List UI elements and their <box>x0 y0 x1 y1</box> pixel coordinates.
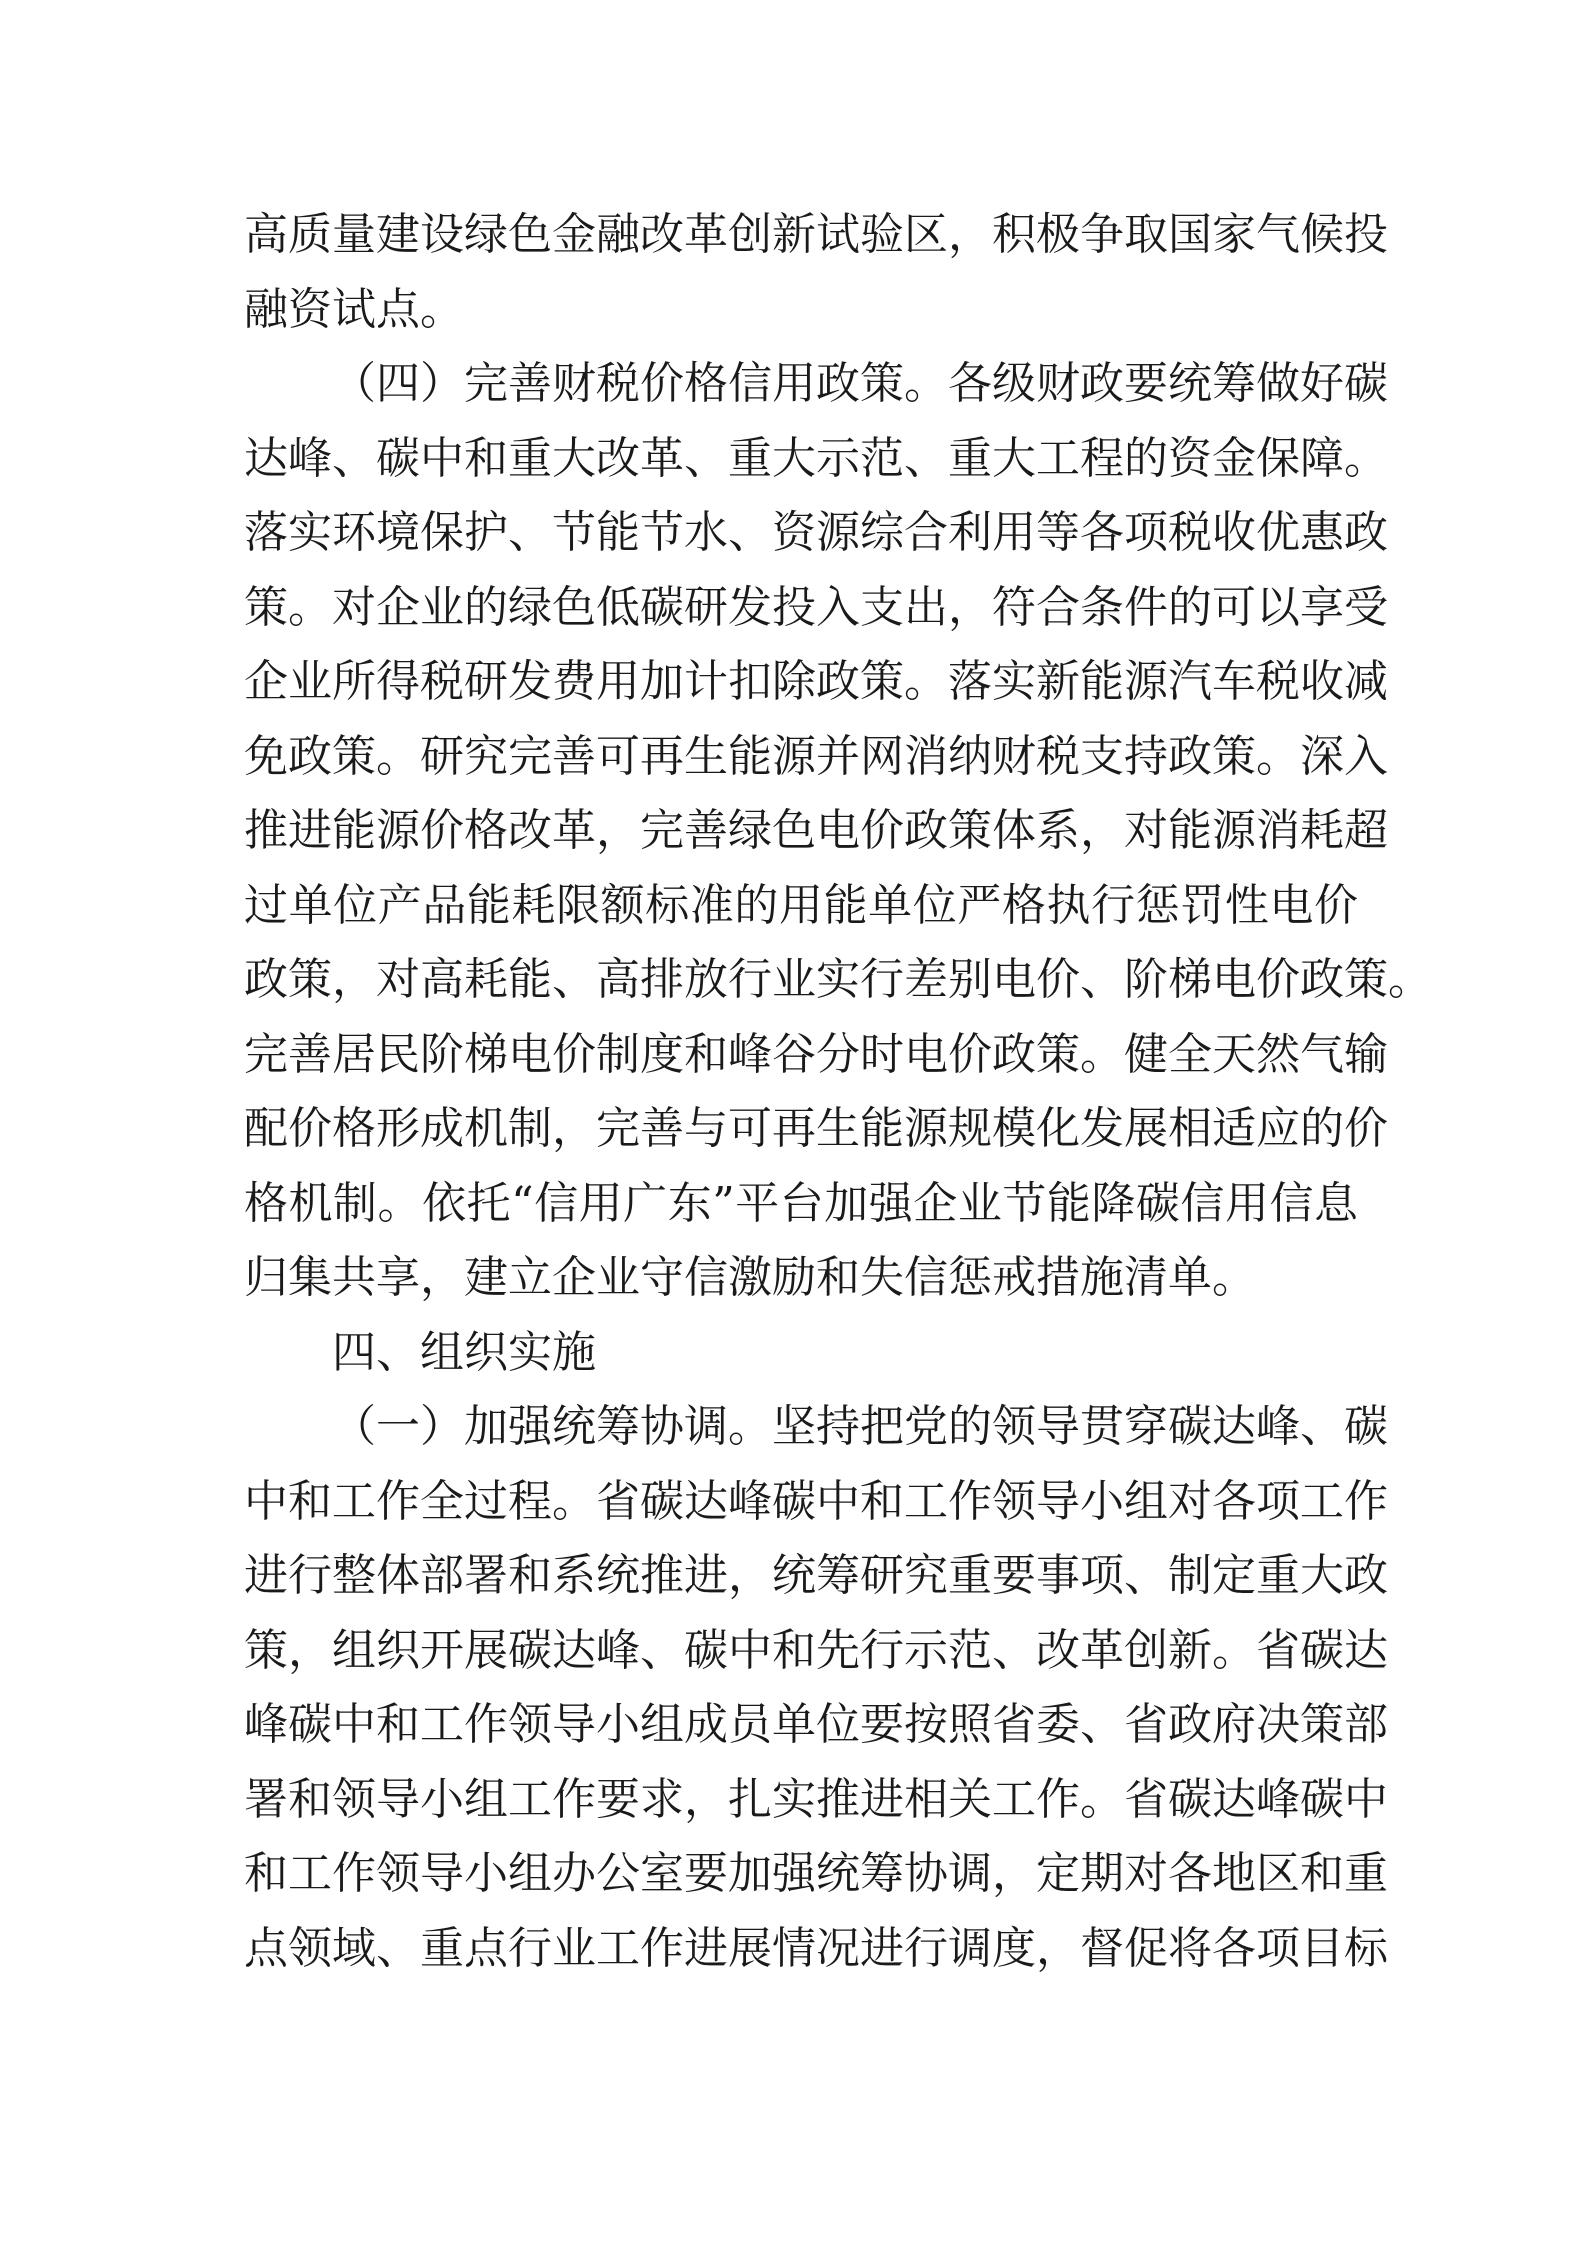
text-line: 配价格形成机制，完善与可再生能源规模化发展相适应的价 <box>244 1103 1388 1154</box>
text-line: 企业所得税研发费用加计扣除政策。落实新能源汽车税收减 <box>244 656 1388 707</box>
text-line: 政策，对高耗能、高排放行业实行差别电价、阶梯电价政策。 <box>244 954 1432 1005</box>
text-line: 进行整体部署和系统推进，统筹研究重要事项、制定重大政 <box>244 1550 1388 1601</box>
section-heading: 四、组织实施 <box>332 1326 596 1378</box>
text-line: 中和工作全过程。省碳达峰碳中和工作领导小组对各项工作 <box>244 1475 1388 1527</box>
text-line: 格机制。依托“信用广东”平台加强企业节能降碳信用信息 <box>244 1177 1358 1229</box>
text-line: （四）完善财税价格信用政策。各级财政要统筹做好碳 <box>332 358 1388 409</box>
text-line: 完善居民阶梯电价制度和峰谷分时电价政策。健全天然气输 <box>244 1028 1388 1080</box>
text-line: 高质量建设绿色金融改革创新试验区，积极争取国家气候投 <box>244 209 1388 260</box>
text-line: 归集共享，建立企业守信激励和失信惩戒措施清单。 <box>244 1252 1256 1303</box>
text-line: 策，组织开展碳达峰、碳中和先行示范、改革创新。省碳达 <box>244 1624 1388 1676</box>
text-line: 落实环境保护、节能节水、资源综合利用等各项税收优惠政 <box>244 507 1388 558</box>
text-line: 达峰、碳中和重大改革、重大示范、重大工程的资金保障。 <box>244 432 1388 484</box>
text-line: 和工作领导小组办公室要加强统筹协调，定期对各地区和重 <box>244 1848 1388 1899</box>
text-line: 免政策。研究完善可再生能源并网消纳财税支持政策。深入 <box>244 730 1388 782</box>
text-line: 推进能源价格改革，完善绿色电价政策体系，对能源消耗超 <box>244 805 1388 856</box>
text-line: 策。对企业的绿色低碳研发投入支出，符合条件的可以享受 <box>244 581 1388 633</box>
text-line: （一）加强统筹协调。坚持把党的领导贯穿碳达峰、碳 <box>332 1401 1388 1452</box>
text-line: 过单位产品能耗限额标准的用能单位严格执行惩罚性电价 <box>244 879 1358 931</box>
text-line: 融资试点。 <box>244 283 464 335</box>
text-line: 署和领导小组工作要求，扎实推进相关工作。省碳达峰碳中 <box>244 1773 1388 1825</box>
body-text <box>244 198 1432 1986</box>
text-line: 点领域、重点行业工作进展情况进行调度，督促将各项目标 <box>244 1922 1388 1974</box>
text-line: 峰碳中和工作领导小组成员单位要按照省委、省政府决策部 <box>244 1699 1388 1750</box>
